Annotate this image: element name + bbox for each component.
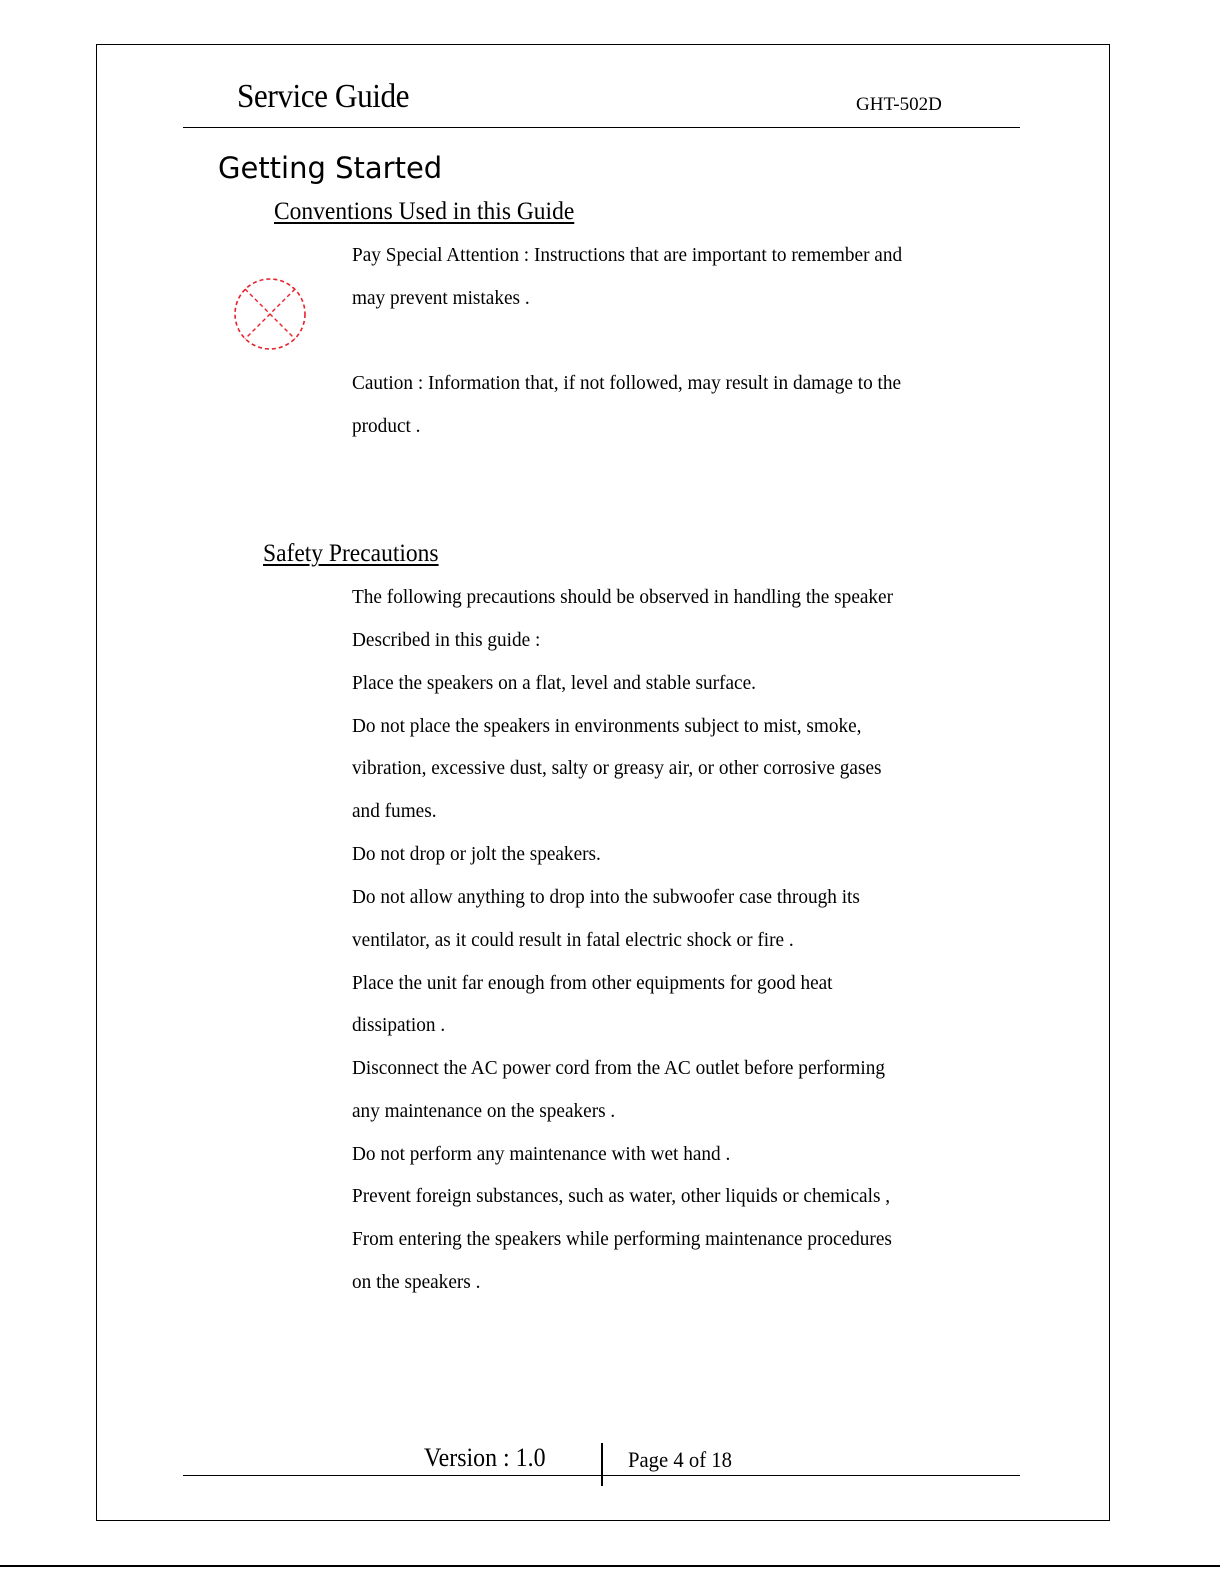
safety-line: ventilator, as it could result in fatal electric shock or fire . [352, 929, 794, 951]
pay-attention-text-line-1: Pay Special Attention : Instructions that are important to remember and [352, 244, 903, 266]
footer-rule [183, 1475, 1020, 1476]
safety-line: Prevent foreign substances, such as water, other liquids or chemicals , [352, 1185, 891, 1207]
safety-line: Do not allow anything to drop into the subwoofer case through its [352, 886, 860, 908]
safety-line: vibration, excessive dust, salty or greasy air, or other corrosive gases [352, 757, 882, 779]
safety-line: on the speakers . [352, 1271, 481, 1293]
safety-line: Place the speakers on a flat, level and stable surface. [352, 672, 756, 694]
page-number: Page 4 of 18 [628, 1447, 732, 1472]
page-bottom-edge [0, 1565, 1220, 1567]
caution-text-line-2: product . [352, 415, 421, 437]
caution-text-line-1: Caution : Information that, if not followed, may result in damage to the [352, 372, 902, 394]
header-rule [183, 127, 1020, 128]
safety-heading: Safety Precautions [263, 540, 439, 567]
conventions-heading: Conventions Used in this Guide [274, 198, 575, 225]
safety-line: Place the unit far enough from other equipments for good heat [352, 972, 833, 994]
safety-line: From entering the speakers while performing maintenance procedures [352, 1228, 892, 1250]
document-title: Service Guide [237, 78, 410, 115]
safety-line: Do not place the speakers in environments subject to mist, smoke, [352, 715, 862, 737]
safety-line: any maintenance on the speakers . [352, 1100, 616, 1122]
pay-attention-text-line-2: may prevent mistakes . [352, 287, 530, 309]
safety-line: Do not perform any maintenance with wet hand . [352, 1143, 731, 1165]
version-label: Version : 1.0 [424, 1443, 546, 1472]
missing-image-placeholder-icon [233, 277, 307, 351]
safety-line: Described in this guide : [352, 629, 541, 651]
model-number: GHT-502D [856, 94, 942, 115]
safety-line: and fumes. [352, 800, 437, 822]
safety-line: Disconnect the AC power cord from the AC outlet before performing [352, 1057, 885, 1079]
section-title: Getting Started [218, 151, 443, 185]
footer-divider [601, 1443, 603, 1486]
safety-line: Do not drop or jolt the speakers. [352, 843, 601, 865]
safety-line: The following precautions should be observed in handling the speaker [352, 586, 894, 608]
safety-line: dissipation . [352, 1014, 446, 1036]
